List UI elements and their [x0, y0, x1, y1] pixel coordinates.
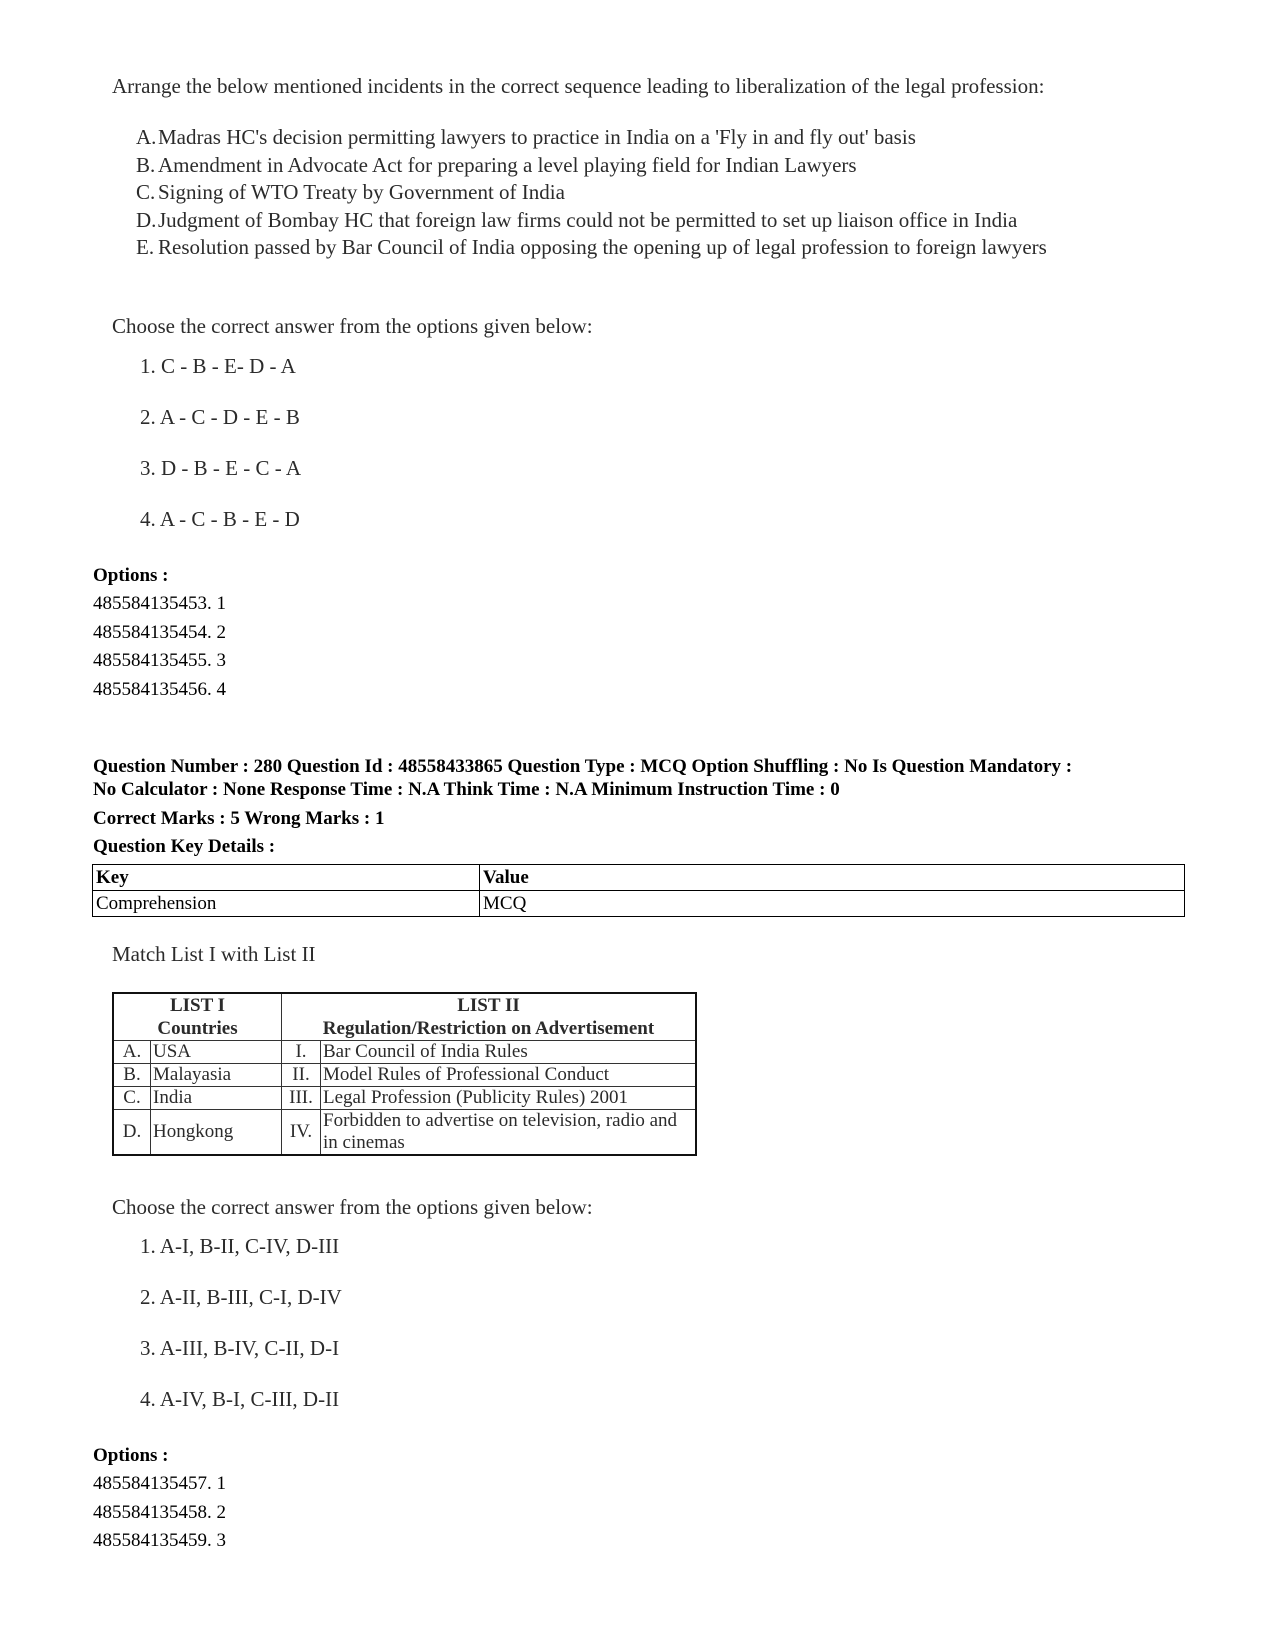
item-letter: C.	[136, 180, 156, 204]
meta-line-2: No Calculator : None Response Time : N.A Think Time : N.A Minimum Instruction Time : 0	[93, 778, 840, 800]
table-row	[113, 1041, 696, 1064]
key-header: Key	[93, 865, 480, 891]
answer-choice-4: 4. A-IV, B-I, C-III, D-II	[140, 1387, 340, 1411]
question1-options-list	[93, 590, 226, 704]
value-header: Value	[480, 865, 1185, 891]
item-text: Madras HC's decision permitting lawyers to practice in India on a 'Fly in and fly out' basis	[158, 125, 916, 149]
list-item	[136, 207, 1138, 235]
option-item: 485584135456. 4	[93, 678, 226, 700]
rule-cell: Bar Council of India Rules	[321, 1041, 697, 1064]
answer-choice-3: 3. D - B - E - C - A	[140, 456, 301, 480]
question2-choose-text: Choose the correct answer from the options given below:	[112, 1195, 593, 1219]
option-item: 485584135455. 3	[93, 650, 226, 671]
option-item: 485584135457. 1	[93, 1473, 226, 1494]
option-item: 485584135454. 2	[93, 621, 226, 643]
item-text: Amendment in Advocate Act for preparing a level playing field for Indian Lawyers	[158, 152, 857, 177]
list2-title: LIST II	[457, 995, 520, 1016]
list-item	[136, 234, 1138, 262]
answer-choice-2: 2. A-II, B-III, C-I, D-IV	[140, 1285, 342, 1309]
rule-cell: Forbidden to advertise on television, radio and in cinemas	[321, 1110, 697, 1156]
option-item: 485584135453. 1	[93, 593, 226, 614]
table-row	[113, 1064, 696, 1087]
list2-numeral: III.	[282, 1087, 321, 1110]
list1-header	[113, 993, 282, 1041]
table-row	[93, 865, 1185, 891]
list2-header	[282, 993, 697, 1041]
list1-title: LIST I	[169, 995, 226, 1016]
list1-letter: B.	[113, 1064, 151, 1087]
answer-choice-2: 2. A - C - D - E - B	[140, 405, 300, 429]
question2-marks: Correct Marks : 5 Wrong Marks : 1	[93, 808, 385, 829]
match-title: Match List I with List II	[112, 942, 316, 966]
list-item	[136, 152, 1138, 180]
country-cell: Malayasia	[151, 1064, 282, 1087]
table-row	[113, 1110, 696, 1156]
meta-line-1: Question Number : 280 Question Id : 48558433865 Question Type : MCQ Option Shuffling : No Is Question Mandatory :	[93, 756, 1073, 777]
item-text: Judgment of Bombay HC that foreign law firms could not be permitted to set up liaison office in India	[158, 207, 1018, 232]
list1-letter: C.	[113, 1087, 151, 1110]
rule-cell: Legal Profession (Publicity Rules) 2001	[321, 1087, 697, 1110]
table-header-row	[113, 993, 696, 1041]
option-item: 485584135458. 2	[93, 1501, 226, 1523]
country-cell: India	[151, 1087, 282, 1110]
question1-options-label: Options :	[93, 565, 169, 586]
country-cell: USA	[151, 1041, 282, 1064]
list2-numeral: II.	[282, 1064, 321, 1087]
item-letter: A.	[136, 125, 157, 149]
list-item	[136, 179, 1138, 207]
list2-subtitle: Regulation/Restriction on Advertisement	[322, 1018, 655, 1039]
item-letter: E.	[136, 235, 155, 259]
list1-subtitle: Countries	[157, 1018, 238, 1039]
answer-choice-1: 1. C - B - E- D - A	[140, 354, 296, 378]
country-cell: Hongkong	[151, 1110, 282, 1156]
list2-numeral: IV.	[282, 1110, 321, 1156]
question2-options-label: Options :	[93, 1445, 169, 1466]
item-text: Resolution passed by Bar Council of India opposing the opening up of legal profession to foreign lawyers	[158, 235, 1047, 259]
item-letter: D.	[136, 207, 157, 232]
answer-choice-4: 4. A - C - B - E - D	[140, 507, 300, 531]
option-item: 485584135459. 3	[93, 1530, 226, 1551]
table-row	[113, 1087, 696, 1110]
rule-cell: Model Rules of Professional Conduct	[321, 1064, 697, 1087]
question1-items-list	[136, 124, 1138, 262]
question2-options-list	[93, 1470, 226, 1556]
question2-key-details-label: Question Key Details :	[93, 836, 276, 857]
match-list-table	[112, 992, 697, 1156]
question1-prompt: Arrange the below mentioned incidents in the correct sequence leading to liberalization of the legal profession:	[112, 74, 1045, 98]
question2-meta	[93, 756, 1193, 801]
value-cell: MCQ	[480, 891, 1185, 917]
item-text: Signing of WTO Treaty by Government of India	[158, 180, 565, 204]
answer-choice-3: 3. A-III, B-IV, C-II, D-I	[140, 1336, 340, 1360]
table-row	[93, 891, 1185, 917]
key-cell: Comprehension	[93, 891, 480, 917]
answer-choice-1: 1. A-I, B-II, C-IV, D-III	[140, 1234, 340, 1258]
list2-numeral: I.	[282, 1041, 321, 1064]
item-letter: B.	[136, 152, 156, 177]
question1-choose-text: Choose the correct answer from the options given below:	[112, 314, 593, 338]
key-details-table	[92, 864, 1185, 917]
list1-letter: D.	[113, 1110, 151, 1156]
list-item	[136, 124, 1138, 152]
list1-letter: A.	[113, 1041, 151, 1064]
